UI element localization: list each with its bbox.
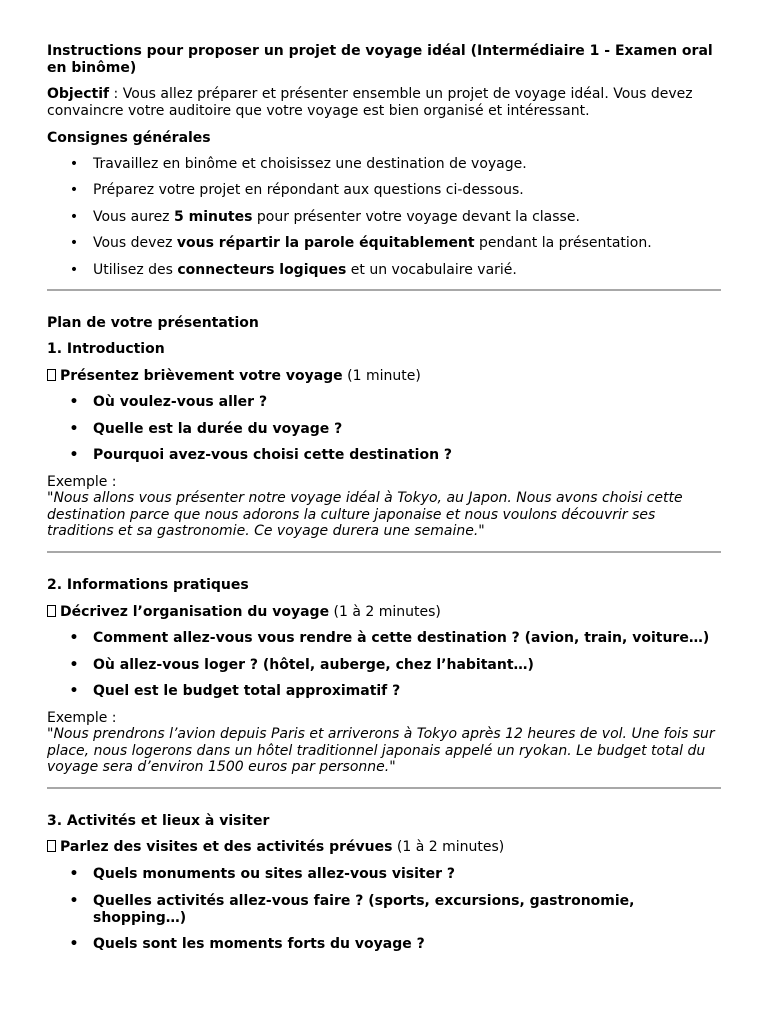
bullet-icon: •: [69, 866, 79, 882]
bullet-icon: •: [69, 630, 79, 646]
bullet-icon: •: [69, 262, 79, 278]
list-item-text: Quels sont les moments forts du voyage ?: [93, 936, 425, 952]
list-item: [69, 209, 723, 226]
list-item-text: Pourquoi avez-vous choisi cette destination ?: [93, 447, 453, 463]
list-item: [69, 182, 723, 199]
list-item-text: et un vocabulaire varié.: [346, 262, 517, 278]
missing-glyph-icon: [47, 840, 56, 852]
task-duration: (1 à 2 minutes): [392, 839, 505, 855]
list-item-text: pour présenter votre voyage devant la classe.: [252, 209, 580, 225]
task-text: Décrivez l’organisation du voyage: [60, 604, 330, 620]
list-item: [69, 893, 723, 926]
example-text: Nous allons vous présenter notre voyage idéal à Tokyo, au Japon. Nous avons choisi cette destination parce que nous adorons la culture japonaise et nous voulons découvrir ses traditions et sa gastronomie. Ce voyage durera une semaine.: [47, 490, 683, 539]
objective-paragraph: [47, 86, 723, 119]
section-heading-introduction: 1. Introduction: [47, 341, 165, 357]
list-item: [69, 447, 723, 464]
list-item-text: pendant la présentation.: [474, 235, 652, 251]
task-duration: (1 à 2 minutes): [329, 604, 441, 620]
section-heading-practical-info: 2. Informations pratiques: [47, 577, 249, 593]
task-duration: (1 minute): [342, 368, 421, 384]
missing-glyph-icon: [47, 605, 56, 617]
list-item-emphasis: connecteurs logiques: [177, 262, 347, 278]
bullet-icon: •: [69, 209, 79, 225]
list-item-text: Où voulez-vous aller ?: [93, 394, 268, 410]
list-item: [69, 235, 723, 252]
section-divider: [47, 787, 721, 789]
bullet-icon: •: [69, 447, 79, 463]
list-item: [69, 936, 723, 953]
list-item: [69, 866, 723, 883]
bullet-icon: •: [69, 235, 79, 251]
task-text: Présentez brièvement votre voyage: [60, 368, 343, 384]
list-item: [69, 657, 723, 674]
section-divider: [47, 289, 721, 291]
list-item-text: Où allez-vous loger ? (hôtel, auberge, chez l’habitant…): [93, 657, 534, 673]
list-item-text: Préparez votre projet en répondant aux questions ci-dessous.: [93, 182, 524, 198]
example-label: Exemple :: [47, 710, 117, 726]
list-item-text: Quelles activités allez-vous faire ? (sports, excursions, gastronomie, shopping…): [93, 893, 635, 926]
objective-text: : Vous allez préparer et présenter ensemble un projet de voyage idéal. Vous devez convaincre votre auditoire que votre voyage est bien organisé et intéressant.: [47, 86, 693, 119]
list-item: [69, 262, 723, 279]
list-item-emphasis: 5 minutes: [174, 209, 253, 225]
task-line-introduction: [47, 368, 723, 385]
list-item-text: Comment allez-vous vous rendre à cette destination ? (avion, train, voiture…): [93, 630, 710, 646]
example-quote: "Nous allons vous présenter notre voyage idéal à Tokyo, au Japon. Nous avons choisi cette destination parce que nous adorons la culture japonaise et nous voulons découvrir ses traditions et sa gastronomie. Ce voyage durera une semaine.": [47, 490, 683, 539]
example-text: Nous prendrons l’avion depuis Paris et arriverons à Tokyo après 12 heures de vol. Une fois sur place, nous logerons dans un hôtel traditionnel japonais appelé un ryokan. Le budget total du voyage sera d’environ 1500 euros par personne.: [47, 726, 715, 775]
list-item: [69, 394, 723, 411]
bullet-icon: •: [69, 394, 79, 410]
bullet-icon: •: [69, 657, 79, 673]
list-item: [69, 630, 723, 647]
bullet-icon: •: [69, 156, 79, 172]
objective-label: Objectif: [47, 86, 110, 102]
example-quote: "Nous prendrons l’avion depuis Paris et arriverons à Tokyo après 12 heures de vol. Une fois sur place, nous logerons dans un hôtel traditionnel japonais appelé un ryokan. Le budget total du voyage sera d’environ 1500 euros par personne.": [47, 726, 715, 775]
missing-glyph-icon: [47, 369, 56, 381]
task-line-practical-info: [47, 604, 723, 621]
list-item: [69, 683, 723, 700]
bullet-icon: •: [69, 936, 79, 952]
example-label: Exemple :: [47, 474, 117, 490]
list-item: [69, 156, 723, 173]
plan-heading: Plan de votre présentation: [47, 315, 259, 331]
list-item: [69, 421, 723, 438]
list-item-emphasis: vous répartir la parole équitablement: [176, 235, 475, 251]
bullet-icon: •: [69, 421, 79, 437]
section-divider: [47, 551, 721, 553]
list-item-text: Quelle est la durée du voyage ?: [93, 421, 343, 437]
bullet-icon: •: [69, 182, 79, 198]
list-item-text: Quel est le budget total approximatif ?: [93, 683, 401, 699]
list-item-text: Utilisez des: [93, 262, 178, 278]
list-item-text: Vous devez: [93, 235, 177, 251]
task-text: Parlez des visites et des activités prévues: [60, 839, 393, 855]
section-heading-activities: 3. Activités et lieux à visiter: [47, 813, 270, 829]
list-item-text: Quels monuments ou sites allez-vous visiter ?: [93, 866, 456, 882]
list-item-text: Vous aurez: [93, 209, 174, 225]
bullet-icon: •: [69, 893, 79, 909]
list-item-text: Travaillez en binôme et choisissez une destination de voyage.: [93, 156, 527, 172]
general-instructions-heading: Consignes générales: [47, 130, 211, 146]
bullet-icon: •: [69, 683, 79, 699]
document-title: Instructions pour proposer un projet de voyage idéal (Intermédiaire 1 - Examen oral en binôme): [47, 43, 713, 76]
task-line-activities: [47, 839, 723, 856]
